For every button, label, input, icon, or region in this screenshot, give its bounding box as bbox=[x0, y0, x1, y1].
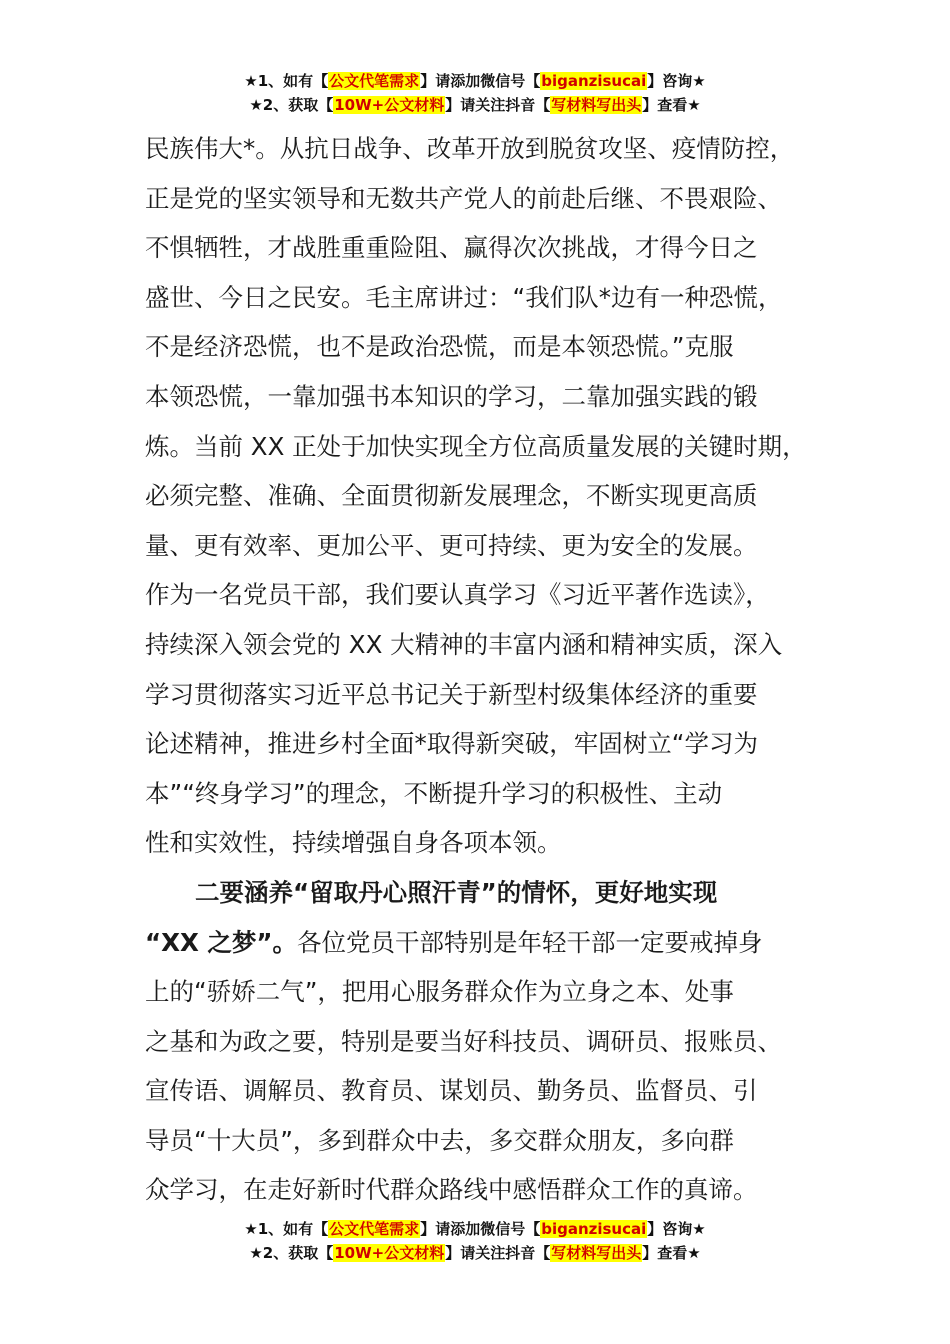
section-heading: 二要涵养“留取丹心照汗青”的情怀，更好地实现 bbox=[195, 877, 718, 907]
footer-text: 】查看★ bbox=[642, 1244, 701, 1262]
body-line: 盛世、今日之民安。毛主席讲过：“我们队*边有一种恐慌， bbox=[145, 282, 783, 312]
body-line: 之基和为政之要，特别是要当好科技员、调研员、报账员、 bbox=[145, 1026, 782, 1056]
header-text: ★1、如有【 bbox=[244, 72, 329, 90]
document-body bbox=[145, 124, 845, 1215]
footer-banner bbox=[0, 1217, 950, 1265]
body-line: 学习贯彻落实习近平总书记关于新型村级集体经济的重要 bbox=[145, 679, 758, 709]
header-text: 】咨询★ bbox=[647, 72, 706, 90]
highlight-materials: 10W+公文材料 bbox=[334, 96, 445, 114]
body-line: 不惧牺牲，才战胜重重险阻、赢得次次挑战，才得今日之 bbox=[145, 233, 758, 263]
header-line-1 bbox=[0, 69, 950, 93]
body-line: 上的“骄娇二气”，把用心服务群众作为立身之本、处事 bbox=[145, 977, 734, 1007]
footer-text: 】请添加微信号【 bbox=[420, 1220, 541, 1238]
header-line-2 bbox=[0, 93, 950, 117]
body-line: 炼。当前 XX 正处于加快实现全方位高质量发展的关键时期， bbox=[145, 431, 807, 461]
body-line: 正是党的坚实领导和无数共产党人的前赴后继、不畏艰险、 bbox=[145, 183, 782, 213]
body-line: 论述精神，推进乡村全面*取得新突破，牢固树立“学习为 bbox=[145, 729, 758, 759]
body-text-run: 各位党员干部特别是年轻干部一定要戒掉身 bbox=[297, 927, 763, 957]
header-text: 】请关注抖音【 bbox=[445, 96, 551, 114]
footer-text: 】请关注抖音【 bbox=[445, 1244, 551, 1262]
highlight-douyin: 写材料写出头 bbox=[551, 1244, 642, 1262]
body-line: 作为一名党员干部，我们要认真学习《习近平著作选读》， bbox=[145, 580, 770, 610]
highlight-service: 公文代笔需求 bbox=[329, 1220, 420, 1238]
footer-text: 】咨询★ bbox=[647, 1220, 706, 1238]
body-line: 众学习，在走好新时代群众路线中感悟群众工作的真谛。 bbox=[145, 1175, 758, 1205]
body-line: 不是经济恐慌，也不是政治恐慌，而是本领恐慌。”克服 bbox=[145, 332, 734, 362]
body-line: 民族伟大*。从抗日战争、改革开放到脱贫攻坚、疫情防控， bbox=[145, 134, 795, 163]
highlight-service: 公文代笔需求 bbox=[329, 72, 420, 90]
section-heading-end: “XX 之梦”。 bbox=[145, 927, 298, 957]
body-line: 导员“十大员”，多到群众中去，多交群众朋友，多向群 bbox=[145, 1125, 734, 1155]
body-line: 本”“终身学习”的理念，不断提升学习的积极性、主动 bbox=[145, 778, 723, 808]
header-text: ★2、获取【 bbox=[249, 96, 334, 114]
body-line: 宣传语、调解员、教育员、谋划员、勤务员、监督员、引 bbox=[145, 1076, 758, 1106]
footer-text: ★2、获取【 bbox=[249, 1244, 334, 1262]
highlight-materials: 10W+公文材料 bbox=[334, 1244, 445, 1262]
header-text: 】请添加微信号【 bbox=[420, 72, 541, 90]
footer-line-1 bbox=[0, 1217, 950, 1241]
footer-line-2 bbox=[0, 1241, 950, 1265]
body-line: 持续深入领会党的 XX 大精神的丰富内涵和精神实质，深入 bbox=[145, 629, 783, 659]
header-banner bbox=[0, 69, 950, 117]
body-line: 本领恐慌，一靠加强书本知识的学习，二靠加强实践的锻 bbox=[145, 381, 758, 411]
highlight-wechat-id: biganzisucai bbox=[541, 72, 647, 90]
body-line: 性和实效性，持续增强自身各项本领。 bbox=[145, 828, 562, 858]
body-line bbox=[145, 918, 845, 968]
highlight-wechat-id: biganzisucai bbox=[541, 1220, 647, 1238]
footer-text: ★1、如有【 bbox=[244, 1220, 329, 1238]
highlight-douyin: 写材料写出头 bbox=[551, 96, 642, 114]
header-text: 】查看★ bbox=[642, 96, 701, 114]
body-line: 必须完整、准确、全面贯彻新发展理念，不断实现更高质 bbox=[145, 481, 758, 511]
body-line: 量、更有效率、更加公平、更可持续、更为安全的发展。 bbox=[145, 530, 758, 560]
